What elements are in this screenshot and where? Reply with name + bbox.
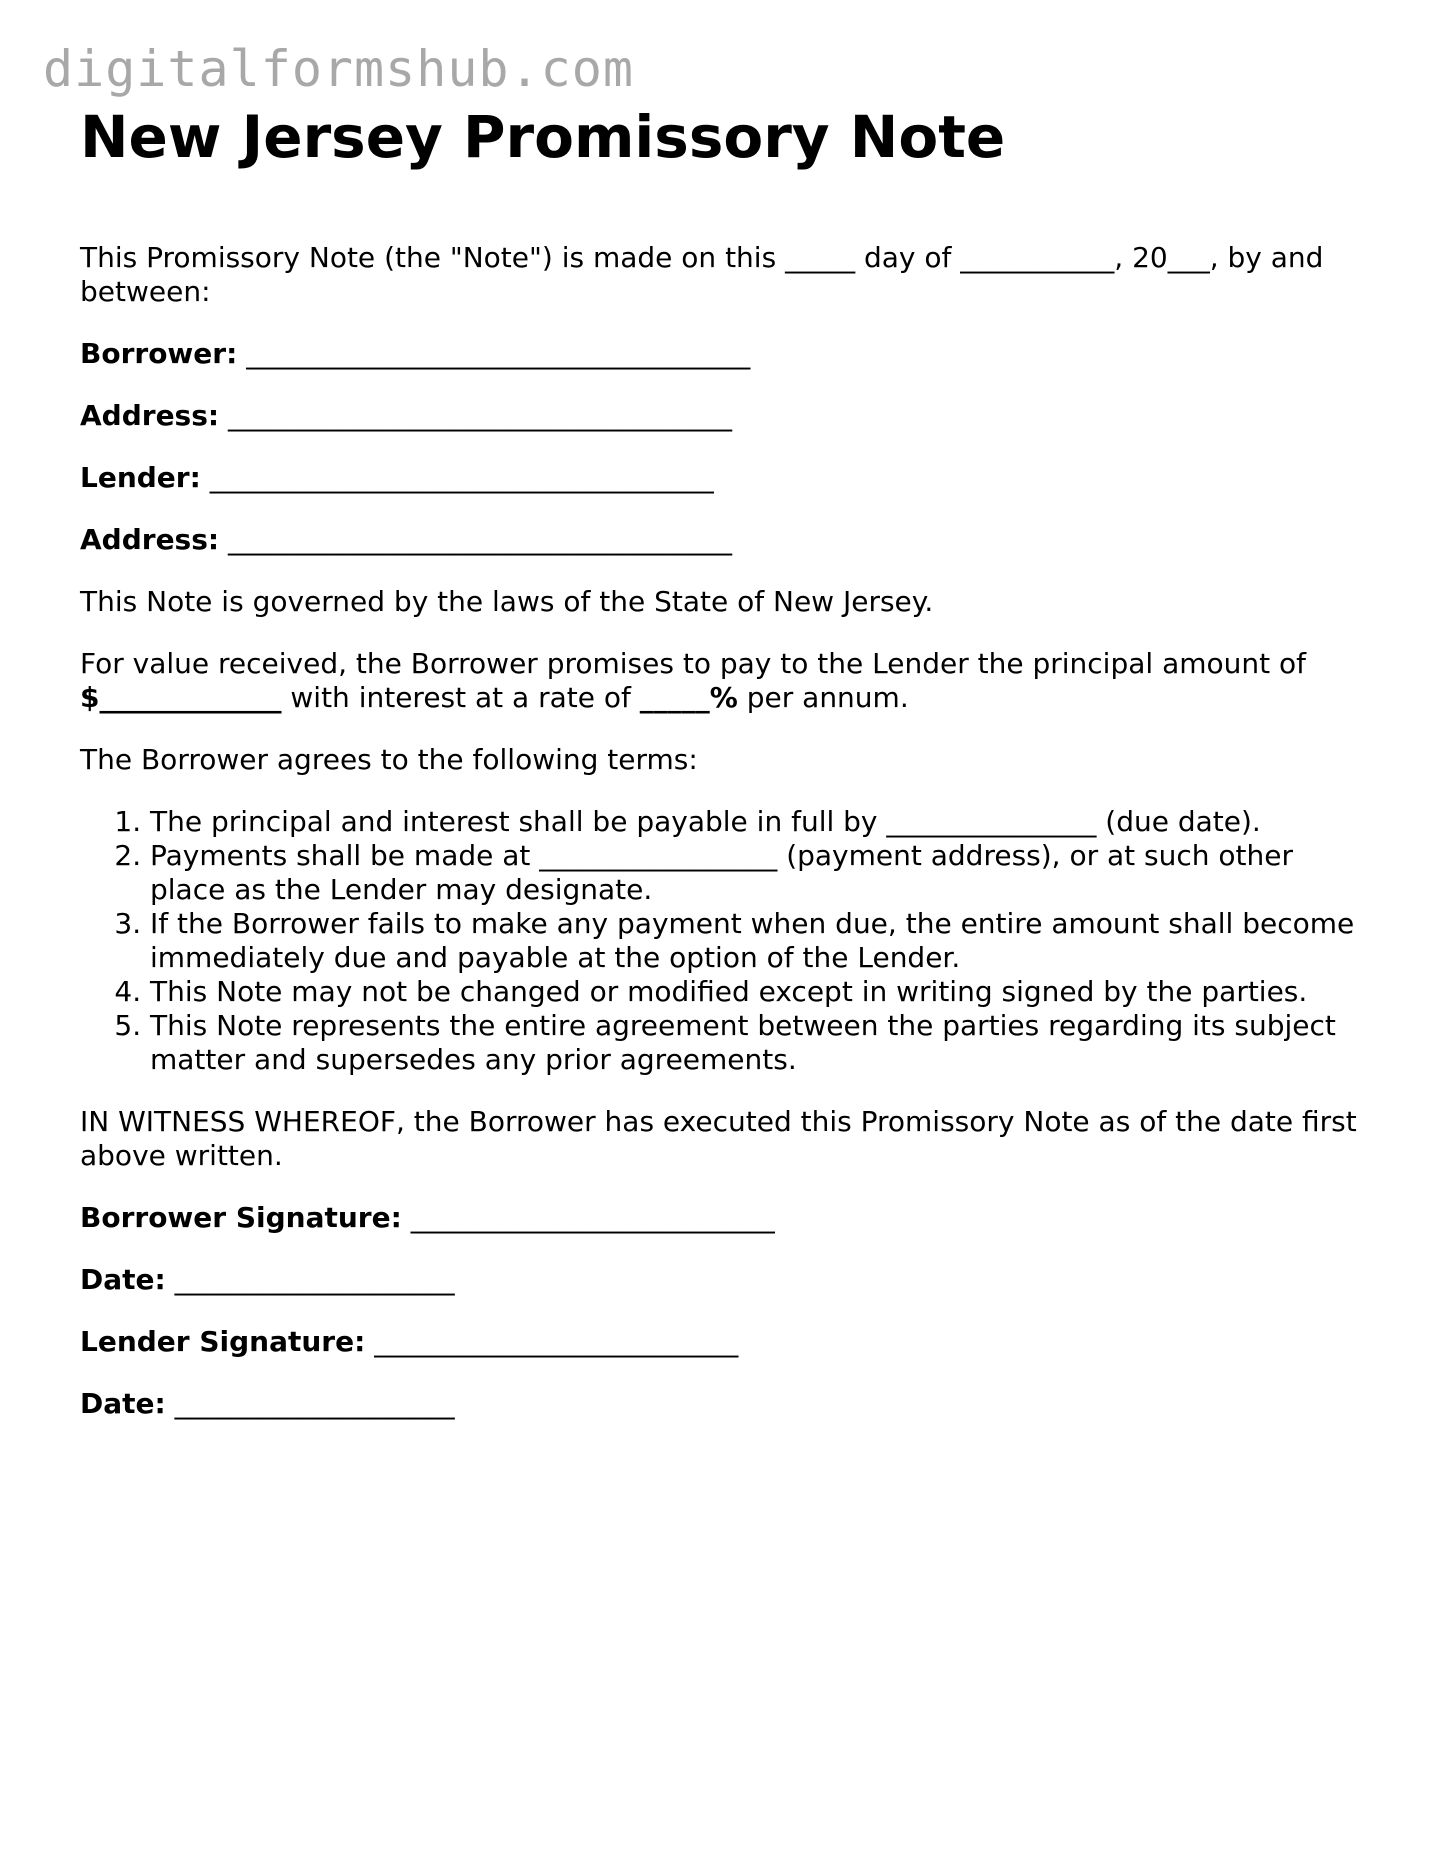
borrower-signature-field — [80, 1201, 1370, 1235]
field-label: Address: — [80, 398, 220, 432]
field-blank: __________________________ — [410, 1200, 775, 1234]
field-label: Lender Signature: — [80, 1324, 366, 1358]
borrower-field — [80, 337, 1370, 371]
field-label: Date: — [80, 1386, 166, 1420]
field-label: Date: — [80, 1262, 166, 1296]
field-label: Borrower Signature: — [80, 1200, 402, 1234]
intro-paragraph: This Promissory Note (the "Note") is made on this _____ day of ___________, 20___, by and between: — [80, 240, 1324, 308]
principal-amount-blank: $_____________ — [80, 680, 282, 714]
terms-list — [80, 805, 1370, 1077]
term-item: 4. This Note may not be changed or modified except in writing signed by the parties. — [150, 975, 1370, 1009]
watermark: digitalformshub.com — [43, 40, 634, 98]
lender-date-field — [80, 1387, 1370, 1421]
field-label: Address: — [80, 522, 220, 556]
term-item: 3. If the Borrower fails to make any payment when due, the entire amount shall become immediately due and payable at the option of the Lender. — [150, 907, 1370, 975]
lender-field — [80, 461, 1370, 495]
term-item: 1. The principal and interest shall be payable in full by _______________ (due date). — [150, 805, 1370, 839]
value-text: per annum. — [737, 680, 909, 714]
document-page — [80, 104, 1370, 1421]
term-item: 2. Payments shall be made at _________________ (payment address), or at such other place as the Lender may designate. — [150, 839, 1370, 907]
field-blank: ____________________________________ — [209, 460, 714, 494]
terms-intro: The Borrower agrees to the following terms: — [80, 742, 698, 776]
field-blank: ____________________________________ — [246, 336, 751, 370]
field-label: Borrower: — [80, 336, 238, 370]
lender-signature-field — [80, 1325, 1370, 1359]
value-text: For value received, the Borrower promises to pay to the Lender the principal amount of — [80, 646, 1306, 680]
field-blank: ____________________ — [174, 1386, 455, 1420]
borrower-address-field — [80, 399, 1370, 433]
value-text: with interest at a rate of — [281, 680, 640, 714]
witness-paragraph: IN WITNESS WHEREOF, the Borrower has executed this Promissory Note as of the date first above written. — [80, 1104, 1357, 1172]
field-label: Lender: — [80, 460, 201, 494]
field-blank: ____________________________________ — [228, 398, 732, 432]
lender-address-field — [80, 523, 1370, 557]
field-blank: ____________________________________ — [228, 522, 732, 556]
field-blank: ____________________ — [174, 1262, 455, 1296]
document-title: New Jersey Promissory Note — [80, 103, 1006, 171]
borrower-date-field — [80, 1263, 1370, 1297]
term-item: 5. This Note represents the entire agreement between the parties regarding its subject matter and supersedes any prior agreements. — [150, 1009, 1370, 1077]
field-blank: __________________________ — [374, 1324, 739, 1358]
interest-rate-blank: _____% — [639, 680, 738, 714]
governing-law: This Note is governed by the laws of the State of New Jersey. — [80, 584, 934, 618]
value-clause — [80, 647, 1370, 715]
